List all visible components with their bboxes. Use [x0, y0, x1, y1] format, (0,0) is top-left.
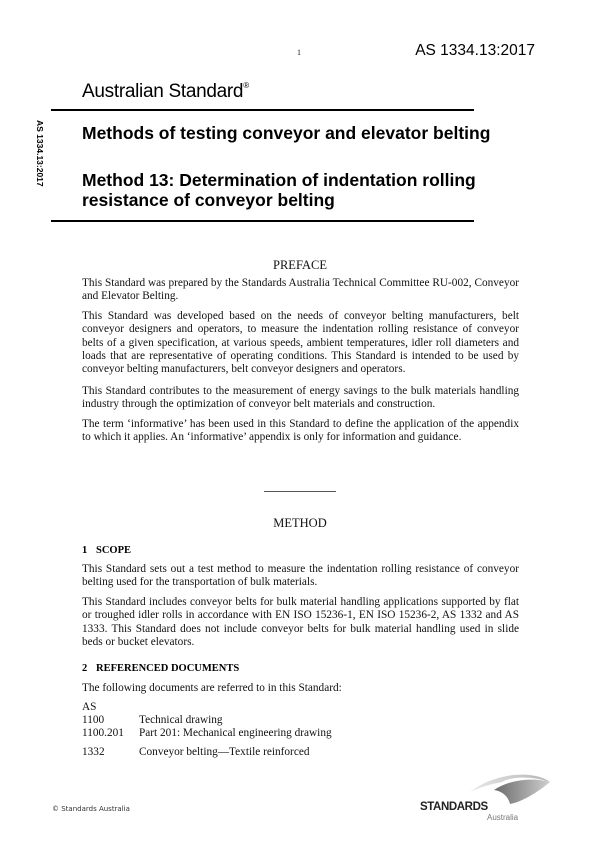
section-heading-scope — [82, 545, 131, 556]
section-divider — [264, 491, 336, 492]
reference-item — [82, 746, 519, 759]
preface-paragraph: This Standard was developed based on the needs of conveyor belting manufacturers, belt conveyor designers and operators, to measure the indentation rolling resistance of conveyor belts of a given specification, at various speeds, ambient temperatures, idler roll diameters and loads that are representative of operating conditions. This Standard is intended to be used by conveyor belting manufacturers, belt conveyor designers and operators. — [82, 310, 519, 376]
section-title: SCOPE — [96, 545, 132, 556]
logo-subtext: Australia — [487, 813, 519, 822]
page-number: 1 — [297, 48, 301, 57]
preface-heading: PREFACE — [273, 258, 327, 272]
scope-paragraph: This Standard includes conveyor belts for bulk material handling applications supported by flat or troughed idler rolls in accordance with EN ISO 15236-1, EN ISO 15236-2, AS 1332 and AS 1333. This Standard does not include conveyor belts for bulk material handling used in slide beds or bucket elevators. — [82, 596, 519, 648]
preface-paragraph: This Standard contributes to the measurement of energy savings to the bulk materials handling industry through the optimization of conveyor belt materials and construction. — [82, 385, 519, 411]
reference-title: Technical drawing — [139, 714, 223, 726]
brand-title — [82, 81, 249, 103]
reference-code: 1100.201 — [82, 727, 124, 739]
standards-australia-logo — [420, 770, 580, 830]
reference-item — [82, 727, 519, 740]
reference-title: Part 201: Mechanical engineering drawing — [139, 727, 332, 739]
reference-code: 1332 — [82, 746, 105, 758]
reference-group-label: AS — [82, 701, 97, 713]
document-title: Methods of testing conveyor and elevator belting — [82, 123, 491, 143]
method-heading: METHOD — [273, 516, 327, 530]
preface-paragraph: The term ‘informative’ has been used in this Standard to define the application of the appendix to which it applies. An ‘informative’ appendix is only for information and guidance. — [82, 418, 519, 444]
scope-paragraph: This Standard sets out a test method to measure the indentation rolling resistance of conveyor belting used for the transportation of bulk materials. — [82, 563, 519, 589]
section-number: 2 — [82, 663, 88, 674]
reference-code: 1100 — [82, 714, 105, 726]
section-heading-referenced-documents — [82, 663, 239, 674]
document-subtitle: Method 13: Determination of indentation rolling resistance of conveyor belting — [82, 170, 476, 210]
header-rule-top — [51, 109, 474, 111]
preface-paragraph: This Standard was prepared by the Standards Australia Technical Committee RU-002, Conveyor and Elevator Belting. — [82, 277, 519, 303]
section-number: 1 — [82, 545, 88, 556]
logo-wordmark: STANDARDS — [420, 801, 488, 813]
registered-mark: ® — [243, 81, 249, 90]
brand-name: Australian Standard — [82, 81, 244, 102]
document-code: AS 1334.13:2017 — [415, 42, 535, 59]
copyright-notice: © Standards Australia — [52, 805, 130, 813]
reference-title: Conveyor belting—Textile reinforced — [139, 746, 310, 758]
section-title: REFERENCED DOCUMENTS — [96, 663, 240, 674]
side-document-code: AS 1334.13:2017 — [35, 120, 45, 187]
reference-item — [82, 714, 519, 727]
header-rule-bottom — [51, 220, 474, 222]
references-intro: The following documents are referred to in this Standard: — [82, 682, 342, 694]
